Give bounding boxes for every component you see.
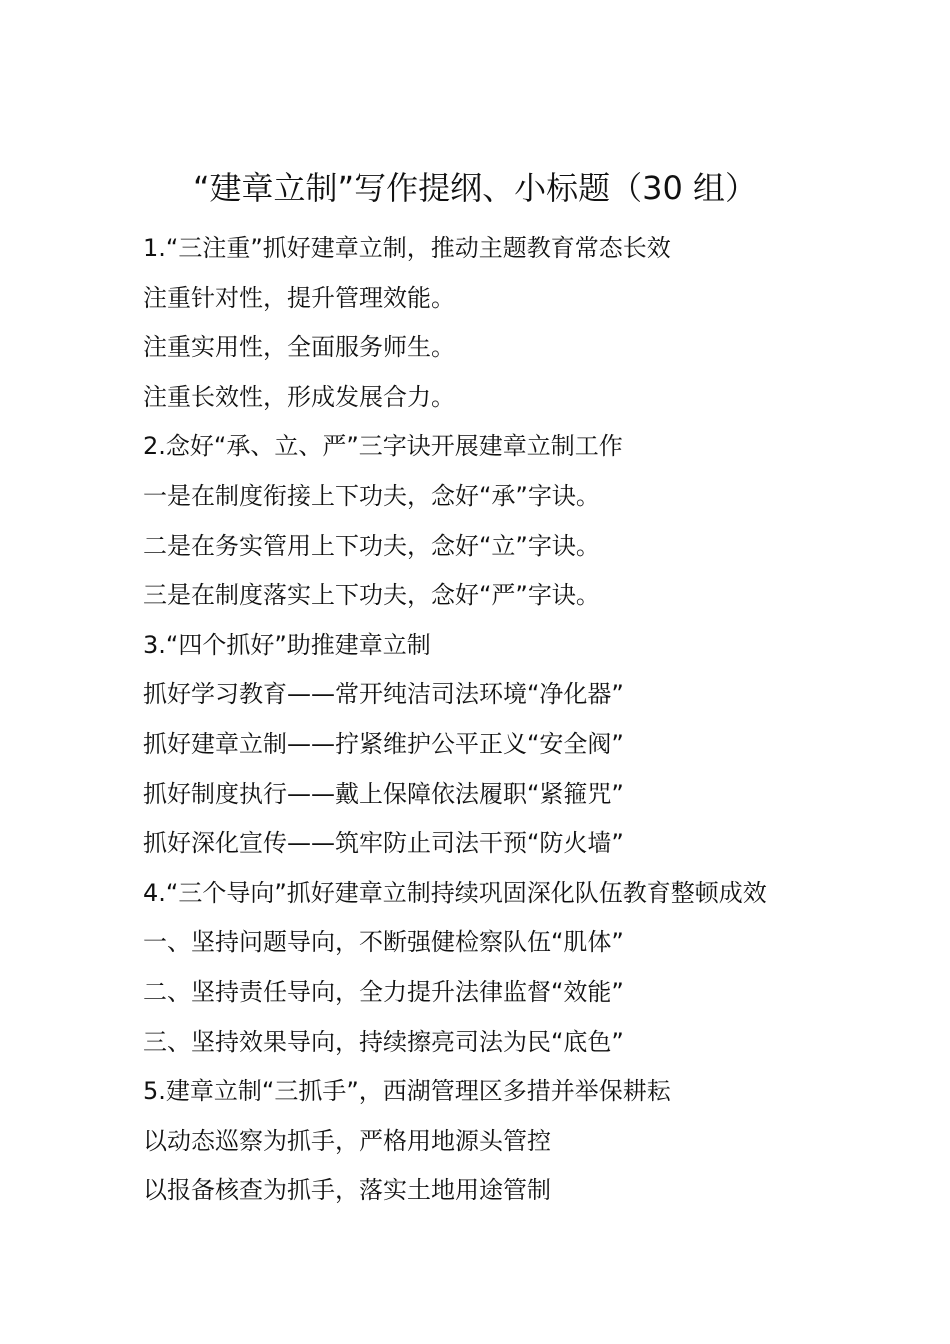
text-line: 抓好学习教育——常开纯洁司法环境“净化器”	[143, 680, 624, 709]
text-line: 抓好制度执行——戴上保障依法履职“紧箍咒”	[143, 779, 624, 808]
text-line: 以报备核查为抓手，落实土地用途管制	[143, 1176, 551, 1205]
text-line: 二、坚持责任导向，全力提升法律监督“效能”	[143, 977, 624, 1006]
text-line: 以动态巡察为抓手，严格用地源头管控	[143, 1126, 551, 1155]
text-line: 注重针对性，提升管理效能。	[143, 283, 455, 312]
text-line: 一是在制度衔接上下功夫，念好“承”字诀。	[143, 481, 600, 510]
document-body	[143, 224, 933, 1216]
text-line: 三、坚持效果导向，持续擦亮司法为民“底色”	[143, 1027, 624, 1056]
heading-4: 4.“三个导向”抓好建章立制持续巩固深化队伍教育整顿成效	[143, 878, 767, 907]
text-line: 注重实用性，全面服务师生。	[143, 333, 455, 362]
document-title: “建章立制”写作提纲、小标题（30 组）	[192, 169, 758, 207]
heading-1: 1.“三注重”抓好建章立制，推动主题教育常态长效	[143, 234, 671, 262]
text-line: 二是在务实管用上下功夫，念好“立”字诀。	[143, 531, 600, 560]
heading-5: 5.建章立制“三抓手”，西湖管理区多措并举保耕耘	[143, 1077, 671, 1106]
text-line: 注重长效性，形成发展合力。	[143, 382, 455, 411]
text-line: 三是在制度落实上下功夫，念好“严”字诀。	[143, 581, 600, 610]
heading-2: 2.念好“承、立、严”三字诀开展建章立制工作	[143, 432, 623, 461]
text-line: 抓好深化宣传——筑牢防止司法干预“防火墙”	[143, 829, 624, 858]
heading-3: 3.“四个抓好”助推建章立制	[143, 630, 431, 659]
text-line: 抓好建章立制——拧紧维护公平正义“安全阀”	[143, 729, 624, 758]
text-line: 一、坚持问题导向，不断强健检察队伍“肌体”	[143, 928, 624, 957]
